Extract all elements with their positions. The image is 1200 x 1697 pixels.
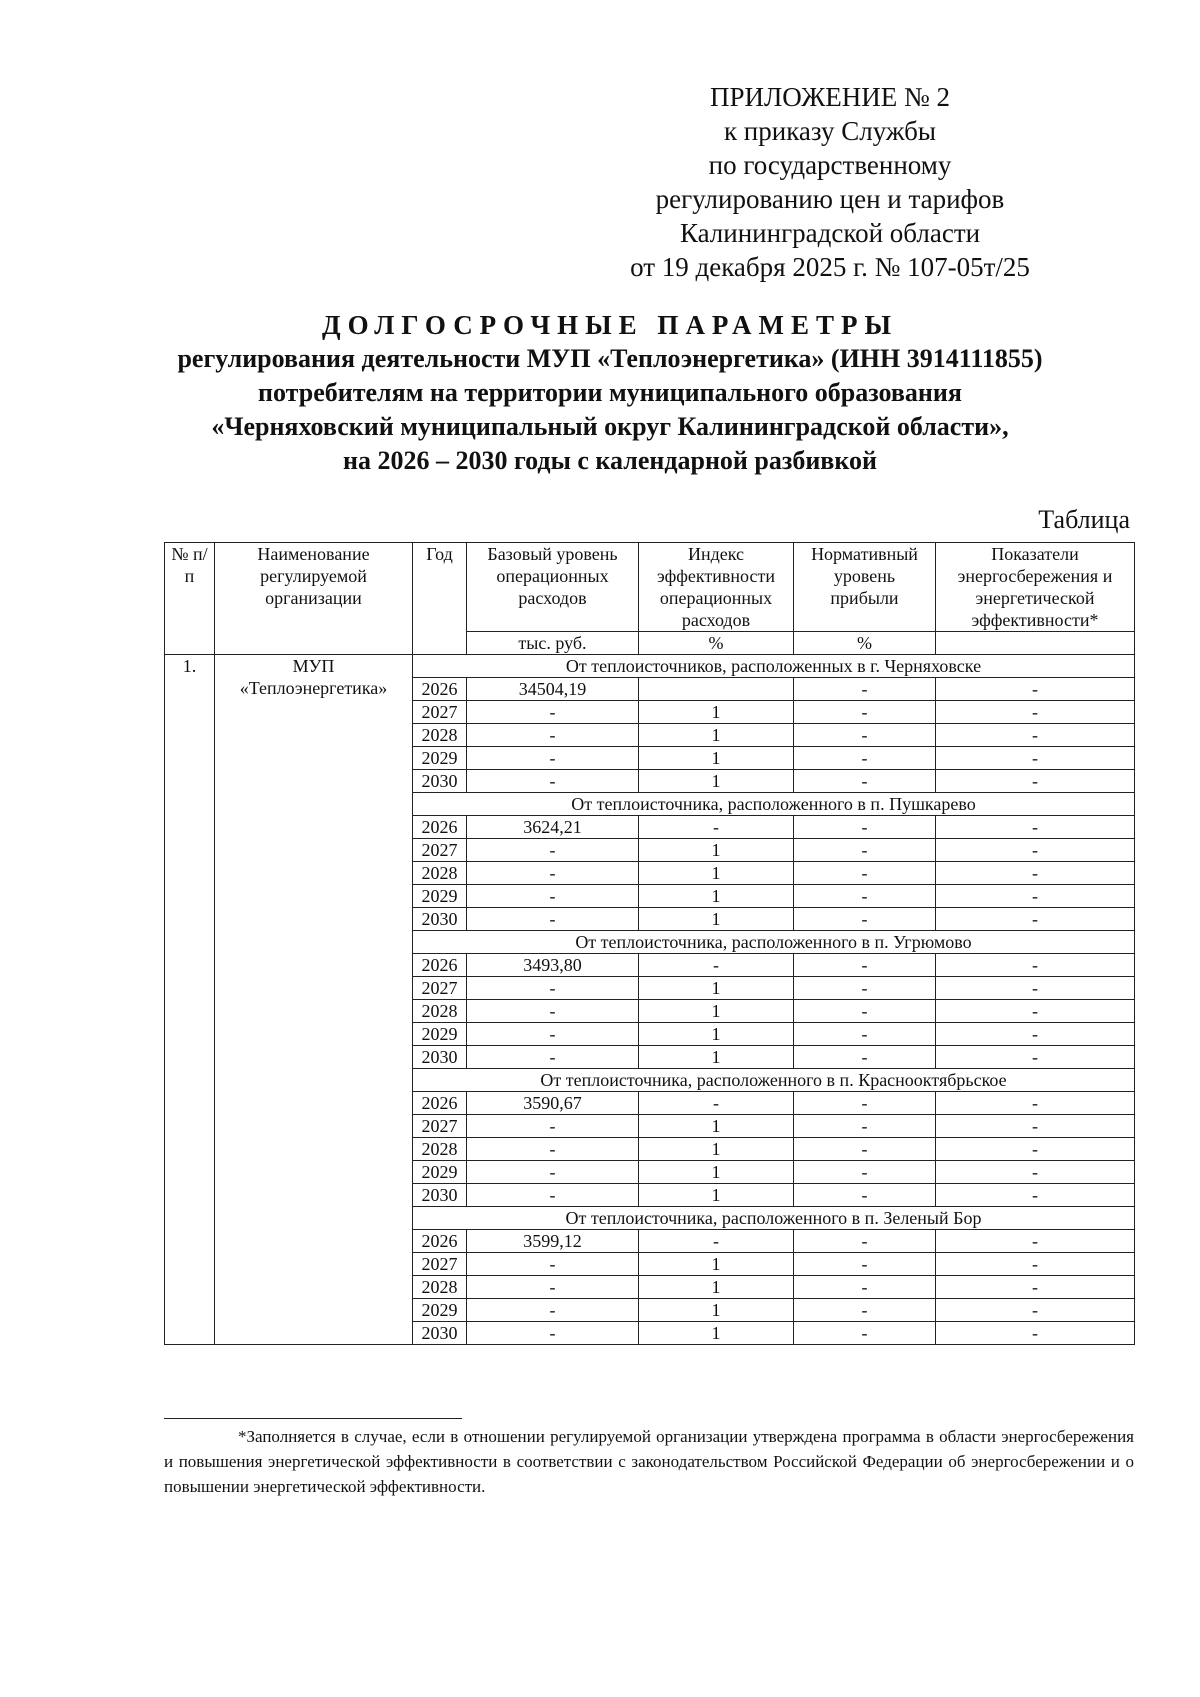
unit-index: % — [639, 632, 794, 655]
cell-base: - — [467, 885, 639, 908]
parameters-table — [164, 542, 1135, 1345]
cell-norm: - — [794, 1161, 936, 1184]
cell-norm: - — [794, 1276, 936, 1299]
cell-index: 1 — [639, 1253, 794, 1276]
cell-year: 2029 — [413, 1023, 467, 1046]
cell-energy: - — [936, 1253, 1135, 1276]
cell-norm: - — [794, 701, 936, 724]
header-index: Индекс эффективности операционных расходов — [639, 543, 794, 632]
cell-norm: - — [794, 1092, 936, 1115]
cell-energy: - — [936, 839, 1135, 862]
cell-year: 2026 — [413, 678, 467, 701]
cell-year: 2029 — [413, 1299, 467, 1322]
cell-norm: - — [794, 1230, 936, 1253]
cell-energy: - — [936, 885, 1135, 908]
cell-energy: - — [936, 1299, 1135, 1322]
cell-norm: - — [794, 862, 936, 885]
cell-year: 2026 — [413, 954, 467, 977]
cell-norm: - — [794, 977, 936, 1000]
unit-norm: % — [794, 632, 936, 655]
cell-index: 1 — [639, 1184, 794, 1207]
title-main: ДОЛГОСРОЧНЫЕ ПАРАМЕТРЫ — [322, 310, 898, 340]
appendix-line: к приказу Службы — [723, 116, 937, 146]
unit-energy — [936, 632, 1135, 655]
cell-index: 1 — [639, 1161, 794, 1184]
cell-norm: - — [794, 908, 936, 931]
group-title-row — [165, 655, 1135, 678]
cell-norm: - — [794, 1138, 936, 1161]
title-line: «Черняховский муниципальный округ Калининградской области», — [211, 412, 1009, 441]
appendix-header — [600, 80, 1060, 284]
cell-base: - — [467, 1184, 639, 1207]
cell-index: - — [639, 1230, 794, 1253]
cell-year: 2030 — [413, 770, 467, 793]
cell-base: - — [467, 701, 639, 724]
cell-energy: - — [936, 1230, 1135, 1253]
cell-base: - — [467, 1046, 639, 1069]
cell-year: 2028 — [413, 1276, 467, 1299]
group-title: От теплоисточника, расположенного в п. Пушкарево — [413, 793, 1135, 816]
cell-year: 2026 — [413, 1092, 467, 1115]
cell-norm: - — [794, 885, 936, 908]
cell-norm: - — [794, 1253, 936, 1276]
cell-base: - — [467, 908, 639, 931]
appendix-line: от 19 декабря 2025 г. № 107-05т/25 — [630, 252, 1030, 282]
document-title — [80, 308, 1140, 478]
cell-index: 1 — [639, 770, 794, 793]
header-num: № п/п — [165, 543, 215, 655]
cell-base: - — [467, 1138, 639, 1161]
cell-year: 2027 — [413, 1115, 467, 1138]
title-line: регулирования деятельности МУП «Теплоэнергетика» (ИНН 3914111855) — [177, 344, 1043, 373]
cell-energy: - — [936, 678, 1135, 701]
footnote: *Заполняется в случае, если в отношении регулируемой организации утверждена программа в области энергосбережения и повышения энергетической эффективности в соответствии с законодательством Российской Федерации об энергосбережении и о повышении энергетической эффективности. — [164, 1427, 1134, 1496]
cell-index: - — [639, 1092, 794, 1115]
group-title: От теплоисточника, расположенного в п. Краснооктябрьское — [413, 1069, 1135, 1092]
group-title: От теплоисточника, расположенного в п. Зеленый Бор — [413, 1207, 1135, 1230]
title-line: потребителям на территории муниципального образования — [258, 378, 962, 407]
cell-index: 1 — [639, 977, 794, 1000]
cell-norm: - — [794, 678, 936, 701]
unit-base: тыс. руб. — [467, 632, 639, 655]
cell-base: - — [467, 1023, 639, 1046]
footnote-divider — [164, 1418, 462, 1419]
cell-energy: - — [936, 1276, 1135, 1299]
row-number: 1. — [165, 655, 215, 1345]
table-label: Таблица — [1038, 505, 1130, 534]
cell-norm: - — [794, 724, 936, 747]
cell-energy: - — [936, 862, 1135, 885]
cell-year: 2027 — [413, 701, 467, 724]
cell-year: 2026 — [413, 1230, 467, 1253]
cell-base: 3624,21 — [467, 816, 639, 839]
cell-energy: - — [936, 1184, 1135, 1207]
cell-year: 2026 — [413, 816, 467, 839]
cell-energy: - — [936, 770, 1135, 793]
cell-norm: - — [794, 839, 936, 862]
cell-index: 1 — [639, 908, 794, 931]
cell-norm: - — [794, 1115, 936, 1138]
cell-base: - — [467, 1000, 639, 1023]
cell-index: 1 — [639, 862, 794, 885]
cell-index: - — [639, 816, 794, 839]
cell-base: 3599,12 — [467, 1230, 639, 1253]
organization-name: МУП «Теплоэнергетика» — [215, 655, 413, 1345]
cell-base: - — [467, 839, 639, 862]
cell-norm: - — [794, 954, 936, 977]
cell-year: 2028 — [413, 1000, 467, 1023]
cell-base: 3590,67 — [467, 1092, 639, 1115]
cell-base: - — [467, 770, 639, 793]
cell-base: - — [467, 1322, 639, 1345]
cell-base: - — [467, 1253, 639, 1276]
cell-index: 1 — [639, 1046, 794, 1069]
cell-year: 2028 — [413, 1138, 467, 1161]
cell-year: 2028 — [413, 724, 467, 747]
cell-base: - — [467, 862, 639, 885]
group-title: От теплоисточника, расположенного в п. Угрюмово — [413, 931, 1135, 954]
cell-norm: - — [794, 816, 936, 839]
appendix-line: Калининградской области — [679, 218, 981, 248]
cell-base: - — [467, 977, 639, 1000]
cell-energy: - — [936, 1161, 1135, 1184]
cell-index: 1 — [639, 701, 794, 724]
cell-index: 1 — [639, 885, 794, 908]
cell-norm: - — [794, 1184, 936, 1207]
header-year: Год — [413, 543, 467, 655]
cell-energy: - — [936, 908, 1135, 931]
appendix-line: ПРИЛОЖЕНИЕ № 2 — [709, 82, 951, 112]
cell-year: 2029 — [413, 885, 467, 908]
cell-year: 2029 — [413, 747, 467, 770]
cell-energy: - — [936, 701, 1135, 724]
cell-year: 2028 — [413, 862, 467, 885]
cell-energy: - — [936, 1046, 1135, 1069]
cell-base: 34504,19 — [467, 678, 639, 701]
cell-index: 1 — [639, 1322, 794, 1345]
cell-norm: - — [794, 1322, 936, 1345]
cell-norm: - — [794, 770, 936, 793]
cell-index: 1 — [639, 1299, 794, 1322]
header-name: Наименование регулируемой организации — [215, 543, 413, 655]
cell-energy: - — [936, 1138, 1135, 1161]
title-line: на 2026 – 2030 годы с календарной разбивкой — [343, 446, 877, 475]
cell-year: 2030 — [413, 1322, 467, 1345]
cell-energy: - — [936, 724, 1135, 747]
cell-norm: - — [794, 1023, 936, 1046]
cell-index: 1 — [639, 724, 794, 747]
cell-base: - — [467, 1276, 639, 1299]
cell-year: 2027 — [413, 977, 467, 1000]
table-header-row — [165, 543, 1135, 632]
cell-index: 1 — [639, 839, 794, 862]
cell-year: 2027 — [413, 839, 467, 862]
group-title: От теплоисточников, расположенных в г. Черняховске — [413, 655, 1135, 678]
cell-base: - — [467, 724, 639, 747]
cell-index: - — [639, 954, 794, 977]
cell-norm: - — [794, 1000, 936, 1023]
cell-base: - — [467, 1299, 639, 1322]
cell-energy: - — [936, 1092, 1135, 1115]
cell-energy: - — [936, 816, 1135, 839]
header-energy: Показатели энергосбережения и энергетической эффективности* — [936, 543, 1135, 632]
cell-norm: - — [794, 1046, 936, 1069]
cell-base: 3493,80 — [467, 954, 639, 977]
appendix-line: регулированию цен и тарифов — [655, 184, 1005, 214]
cell-index: 1 — [639, 747, 794, 770]
cell-index: 1 — [639, 1115, 794, 1138]
cell-energy: - — [936, 1023, 1135, 1046]
cell-norm: - — [794, 747, 936, 770]
cell-base: - — [467, 1161, 639, 1184]
table-body — [165, 655, 1135, 1345]
cell-energy: - — [936, 977, 1135, 1000]
header-norm: Нормативный уровень прибыли — [794, 543, 936, 632]
cell-year: 2030 — [413, 1184, 467, 1207]
cell-index: 1 — [639, 1000, 794, 1023]
cell-energy: - — [936, 1115, 1135, 1138]
cell-index: 1 — [639, 1023, 794, 1046]
appendix-line: по государственному — [708, 150, 952, 180]
cell-energy: - — [936, 954, 1135, 977]
cell-energy: - — [936, 1322, 1135, 1345]
cell-energy: - — [936, 1000, 1135, 1023]
cell-base: - — [467, 1115, 639, 1138]
cell-norm: - — [794, 1299, 936, 1322]
header-base: Базовый уровень операционных расходов — [467, 543, 639, 632]
cell-year: 2029 — [413, 1161, 467, 1184]
cell-year: 2027 — [413, 1253, 467, 1276]
cell-energy: - — [936, 747, 1135, 770]
cell-year: 2030 — [413, 908, 467, 931]
cell-index: 1 — [639, 1138, 794, 1161]
cell-base: - — [467, 747, 639, 770]
cell-year: 2030 — [413, 1046, 467, 1069]
cell-index — [639, 678, 794, 701]
cell-index: 1 — [639, 1276, 794, 1299]
